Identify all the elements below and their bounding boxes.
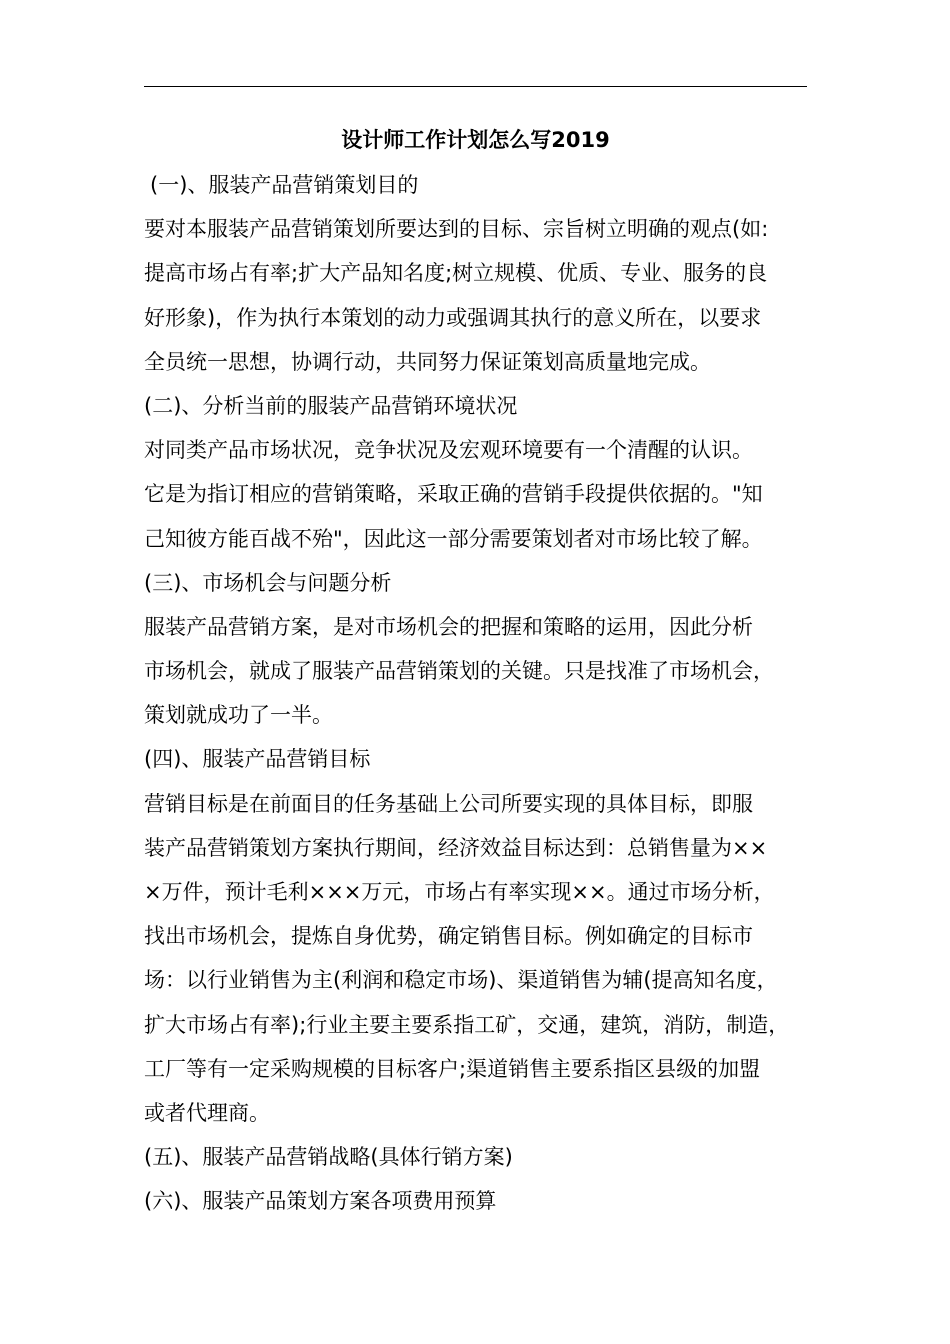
paragraph-line: 服装产品营销方案，是对市场机会的把握和策略的运用，因此分析 [144,614,753,639]
paragraph-line: 提高市场占有率;扩大产品知名度;树立规模、优质、专业、服务的良 [144,261,768,286]
paragraph-line: 策划就成功了一半。 [144,703,333,728]
header-rule [144,86,807,87]
section-heading: (五)、服装产品营销战略(具体行销方案) [144,1145,513,1170]
paragraph-line: 营销目标是在前面目的任务基础上公司所要实现的具体目标，即服 [144,791,753,816]
paragraph-line: 它是为指订相应的营销策略，采取正确的营销手段提供依据的。"知 [144,482,763,507]
paragraph-line: ×万件，预计毛利×××万元，市场占有率实现××。通过市场分析， [144,880,775,904]
paragraph-line: 市场机会，就成了服装产品营销策划的关键。只是找准了市场机会， [144,659,774,684]
paragraph-line: 要对本服装产品营销策划所要达到的目标、宗旨树立明确的观点(如: [144,217,769,242]
paragraph-line: 装产品营销策划方案执行期间，经济效益目标达到：总销售量为×× [144,835,768,860]
paragraph-line: 场：以行业销售为主(利润和稳定市场)、渠道销售为辅(提高知名度， [144,968,778,993]
section-heading: (六)、服装产品策划方案各项费用预算 [144,1189,497,1214]
document-title: 设计师工作计划怎么写2019 [341,128,610,152]
paragraph-line: 工厂等有一定采购规模的目标客户;渠道销售主要系指区县级的加盟 [144,1056,761,1081]
document-body [144,168,818,1229]
section-heading: (二)、分析当前的服装产品营销环境状况 [144,393,518,418]
section-heading: (三)、市场机会与问题分析 [144,570,392,595]
paragraph-line: 好形象)，作为执行本策划的动力或强调其执行的意义所在，以要求 [144,305,762,330]
paragraph-line: 对同类产品市场状况，竞争状况及宏观环境要有一个清醒的认识。 [144,438,753,463]
section-heading: (一)、服装产品营销策划目的 [150,173,419,197]
paragraph-line: 或者代理商。 [144,1100,270,1125]
paragraph-line: 己知彼方能百战不殆"，因此这一部分需要策划者对市场比较了解。 [144,526,763,551]
section-heading: (四)、服装产品营销目标 [144,747,371,772]
paragraph-line: 扩大市场占有率);行业主要主要系指工矿，交通，建筑，消防，制造， [144,1012,790,1037]
paragraph-line: 全员统一思想，协调行动，共同努力保证策划高质量地完成。 [144,349,711,374]
paragraph-line: 找出市场机会，提炼自身优势，确定销售目标。例如确定的目标市 [144,924,753,949]
